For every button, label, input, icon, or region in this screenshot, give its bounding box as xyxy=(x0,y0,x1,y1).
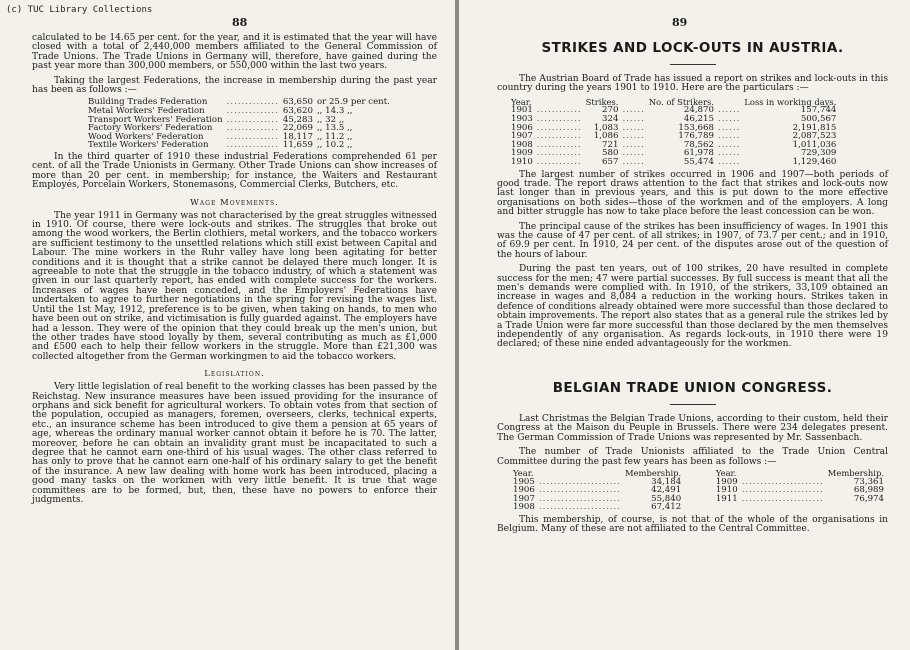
table-row xyxy=(513,503,888,512)
paragraph: During the past ten years, out of 100 strikes, 20 have resulted in complete success for the men; 47 were partial successes. By full success is meant that all the men's demands were complied with. In 1910, of the strikers, 33,109 obtained an increase in wages and 8,084 a reduction in the working hours. Strikes taken in defence of conditions already obtained were more successful than those declared to obtain improvements. The report also states that as a general rule the strikes led by a Trade Union were far more successful than those declared by the men themselves independently of any organisation. As regards lock-outs, in 1910 there were 19 declared; of these nine ended advantageously for the workmen. xyxy=(497,264,888,350)
table-cell: 2,087,523 xyxy=(792,131,837,142)
table-cell: 1907 xyxy=(513,493,535,504)
leader-dots: ...... xyxy=(622,156,645,167)
leader-dots xyxy=(742,503,828,512)
table-cell: 22,069 xyxy=(282,123,313,134)
leader-dots: ...... xyxy=(717,139,741,150)
leader-dots: ...... xyxy=(622,139,645,150)
table-cell: 324 xyxy=(602,114,619,124)
leader-dots: ............ xyxy=(536,131,582,142)
leader-dots: ...................... xyxy=(538,502,621,513)
federation-table xyxy=(88,98,394,150)
table-cell: Transport Workers' Federation xyxy=(88,114,223,125)
table-cell: 55,840 xyxy=(651,493,682,504)
table-cell: or 25.9 per cent. xyxy=(316,97,390,108)
leader-dots: ............ xyxy=(536,114,582,124)
table-cell: 1908 xyxy=(513,502,535,513)
table-cell: 580 xyxy=(602,148,619,159)
table-cell xyxy=(716,503,742,512)
title-rule xyxy=(670,404,716,405)
paragraph: The year 1911 in Germany was not characterised by the great struggles witnessed in 1910. Of course, there were lock-outs and strikes. The struggles that broke out among the wood workers, the Berlin clothiers, metal workers, and the tobacco workers are sufficient testimony to the unsettled relations which still exist between Capital and Labour. The mine workers in the Ruhr valley have long been agitating for better conditions and it is thought that a strike cannot be delayed there much longer. It is agreeable to note that the struggle in the tobacco industry, of which a statement was given in our last quarterly report, has ended with complete success for the workers. Increases of wages have been conceded, and the Employers' Federations have undertaken to agree to further negotiations in the spring for revising the wages list. Until the 1st May, 1912, preference is to be given, when taking on hands, to men who have been out on strike, and victimisation is fully guarded against. The employers have had a lesson. They were of the opinion that they could break up the men's union, but the other trades have stood loyally by them, several contributing as much as £1,000 and £500 each to help their fellow workers in the struggle. More than £21,300 was collected altogether from the German workingmen to aid the tobacco workers. xyxy=(32,210,437,362)
watermark: (c) TUC Library Collections xyxy=(6,5,153,15)
table-cell: Building Trades Federation xyxy=(88,97,208,108)
table-cell: 61,978 xyxy=(683,148,714,159)
column-header: Membership. xyxy=(624,467,682,478)
leader-dots: ............ xyxy=(536,156,582,167)
leader-dots: ...... xyxy=(622,148,645,159)
table-cell: 76,974 xyxy=(853,493,884,504)
column-header: Year. xyxy=(511,96,532,107)
table-cell: 1,083 xyxy=(593,122,619,133)
leader-dots: ............ xyxy=(536,148,582,159)
column-header: Membership. xyxy=(827,467,884,478)
column-spacer xyxy=(685,486,716,495)
section-heading: Wage Movements. xyxy=(190,197,279,208)
table-row xyxy=(88,141,394,150)
table-cell: 34,184 xyxy=(651,476,682,487)
article-title: STRIKES AND LOCK-OUTS IN AUSTRIA. xyxy=(541,40,844,56)
leader-dots: ............ xyxy=(536,105,582,116)
leader-dots: ...... xyxy=(717,122,741,133)
column-header: Year. xyxy=(715,467,737,478)
table-cell: 270 xyxy=(602,105,619,116)
table-cell: 1905 xyxy=(513,476,535,487)
page-number-left: 88 xyxy=(232,16,248,29)
table-cell: 1911 xyxy=(715,493,738,504)
paragraph: calculated to be 14.65 per cent. for the year, and it is estimated that the year will have closed with a total of 2,440,000 members affiliated to the General Commission of Trade Unions. The Trade Unions in Germany will, therefore, have gained during the past year more than 300,000 members, or 550,000 within the last two years. xyxy=(32,33,437,72)
belgian-table xyxy=(513,469,888,512)
table-cell: 45,283 xyxy=(282,114,313,125)
table-cell: 1910 xyxy=(511,156,533,167)
strike-table xyxy=(511,98,840,167)
paragraph: Taking the largest Federations, the increase in membership during the past year has been as follows :— xyxy=(32,75,437,96)
table-cell: 55,474 xyxy=(683,156,714,167)
column-spacer xyxy=(685,478,716,487)
table-cell: Factory Workers' Federation xyxy=(88,123,213,134)
paragraph: This membership, of course, is not that of the whole of the organisations in Belgium. Many of these are not affiliated to the Central Committee. xyxy=(497,514,888,535)
table-cell: 1906 xyxy=(513,485,535,496)
column-header: Loss in working days. xyxy=(744,96,837,107)
table-cell: 18,117 xyxy=(282,131,313,142)
leader-dots: ...................... xyxy=(741,476,824,487)
leader-dots: .............. xyxy=(226,97,279,108)
table-cell: ,, 11.2 ,, xyxy=(316,131,353,142)
leader-dots: ...... xyxy=(717,148,741,159)
table-cell: 1910 xyxy=(715,485,738,496)
title-rule xyxy=(670,64,716,65)
table-cell: 1908 xyxy=(511,139,533,150)
table-cell: 73,361 xyxy=(853,476,884,487)
right-page xyxy=(459,0,910,650)
table-cell: 1909 xyxy=(511,148,533,159)
table-cell: 2,191,815 xyxy=(792,122,837,133)
table-cell: Textile Workers' Federation xyxy=(88,140,209,151)
column-header: Year. xyxy=(513,467,534,478)
leader-dots: .............. xyxy=(226,140,279,151)
paragraph: In the third quarter of 1910 these industrial Federations comprehended 61 per cent. of all the Trade Unionists in Germany. Other Trade Unions can show increases of more than 20 per cent. in membership; for instance, the Waiters and Restaurant Employés, Porcelain Workers, Stonemasons, Commercial Clerks, Butchers, etc. xyxy=(32,152,437,191)
table-cell: 67,412 xyxy=(651,502,682,513)
paragraph: Very little legislation of real benefit to the working classes has been passed by the Reichstag. New insurance measures have been issued providing for the insurance of orphans and sick benefit for agricultural workers. To obtain votes from that section of the population, occupied as managers, foremen, overseers, clerks, technical experts, etc., an insurance scheme has been introduced to give them a pension at 65 years of age, whereas the ordinary manual worker cannot obtain it before he is 70. The latter, moreover, before he can obtain an invalidity grant must be incapacitated to such a degree that he cannot earn one-third of his usual wages. The other class referred to has only to prove that he cannot earn one-half of his ordinary salary to get the benefit of the insurance. A new law dealing with home work has been introduced, placing a good many tasks on the workmen with very little benefit. It is true that wage committees are to be formed, but, then, these have no powers to enforce their judgments. xyxy=(32,382,437,505)
table-cell: 1907 xyxy=(511,131,533,142)
table-cell: 1909 xyxy=(715,476,738,487)
table-cell: 1,086 xyxy=(593,131,619,142)
leader-dots: .............. xyxy=(226,123,279,134)
table-cell: 42,491 xyxy=(651,485,682,496)
table-cell: 63,650 xyxy=(282,97,313,108)
leader-dots: ...................... xyxy=(741,493,824,504)
paragraph: The largest number of strikes occurred in 1906 and 1907—both periods of good trade. The report draws attention to the fact that strikes and lock-outs now last longer than in previous years, and this is put down to the more effective organisations on both sides—those of the workmen and of the employers. A long and bitter struggle has now to take place before the least concession can be won. xyxy=(497,169,888,218)
leader-dots: ...... xyxy=(622,105,645,116)
leader-dots: ............ xyxy=(536,122,582,133)
table-cell: 153,668 xyxy=(678,122,714,133)
leader-dots: ...................... xyxy=(538,476,621,487)
leader-dots: ...... xyxy=(717,156,741,167)
table-cell: 68,989 xyxy=(853,485,884,496)
paragraph: Last Christmas the Belgian Trade Unions, according to their custom, held their Congress at the Maison du Peuple in Brussels. There were 234 delegates present. The German Commission of Trade Unions was represented by Mr. Sassenbach. xyxy=(497,413,888,443)
table-cell xyxy=(828,503,888,512)
leader-dots: ...................... xyxy=(538,485,621,496)
paragraph: The principal cause of the strikes has been insufficiency of wages. In 1901 this was the cause of 47 per cent. of all strikes; in 1907, of 73.7 per cent.; and in 1910, of 69.9 per cent. In 1910, 24 per cent. of the disputes arose out of the question of the hours of labour. xyxy=(497,221,888,260)
table-row xyxy=(511,158,840,167)
column-spacer xyxy=(685,503,716,512)
paragraph: The Austrian Board of Trade has issued a report on strikes and lock-outs in this country during the years 1901 to 1910. Here are the particulars :— xyxy=(497,74,888,94)
column-spacer xyxy=(685,495,716,504)
leader-dots: ...... xyxy=(717,105,741,116)
table-cell: Metal Workers' Federation xyxy=(88,106,205,117)
section-heading: Legislation. xyxy=(204,369,265,380)
page-number-right: 89 xyxy=(672,16,688,29)
table-cell: 1906 xyxy=(511,122,533,133)
leader-dots: .............. xyxy=(226,106,279,117)
table-cell: 1903 xyxy=(511,114,533,124)
table-cell: 500,567 xyxy=(800,114,837,124)
table-cell: ,, 14.3 ,, xyxy=(316,106,353,117)
table-cell: ,, 32 ,, xyxy=(316,114,345,125)
leader-dots: ...... xyxy=(622,122,645,133)
table-cell: 46,215 xyxy=(683,114,714,124)
header-spacer xyxy=(685,469,716,478)
leader-dots: ...................... xyxy=(538,493,621,504)
table-cell: ,, 10.2 ,, xyxy=(316,140,353,151)
leader-dots: ............ xyxy=(536,139,582,150)
table-cell: 1,011,036 xyxy=(792,139,837,150)
table-cell: 729,309 xyxy=(800,148,837,159)
table-cell: 63,620 xyxy=(282,106,313,117)
leader-dots: ...... xyxy=(717,114,741,124)
table-cell: Wood Workers' Federation xyxy=(88,131,204,142)
leader-dots: ...... xyxy=(717,131,741,142)
table-cell: 1901 xyxy=(511,105,533,116)
column-header: No. of Strikers. xyxy=(648,96,714,107)
leader-dots: .............. xyxy=(226,131,279,142)
leader-dots: .............. xyxy=(226,114,279,125)
table-cell: 11,659 xyxy=(282,140,313,151)
paragraph: The number of Trade Unionists affiliated to the Trade Union Central Committee during the past few years has been as follows :— xyxy=(497,447,888,467)
table-cell: 157,744 xyxy=(800,105,837,116)
table-cell: ,, 13.5 ,, xyxy=(316,123,353,134)
table-cell: 657 xyxy=(602,156,619,167)
leader-dots: ...................... xyxy=(741,485,824,496)
table-cell: 1,129,460 xyxy=(792,156,837,167)
leader-dots: ...... xyxy=(622,114,645,124)
table-cell: 176,789 xyxy=(678,131,714,142)
column-header: Strikes. xyxy=(585,96,619,107)
article-title: BELGIAN TRADE UNION CONGRESS. xyxy=(552,379,833,396)
leader-dots: ...... xyxy=(622,131,645,142)
table-cell: 78,562 xyxy=(683,139,714,150)
table-cell: 24,870 xyxy=(683,105,714,116)
table-cell: 721 xyxy=(602,139,619,150)
